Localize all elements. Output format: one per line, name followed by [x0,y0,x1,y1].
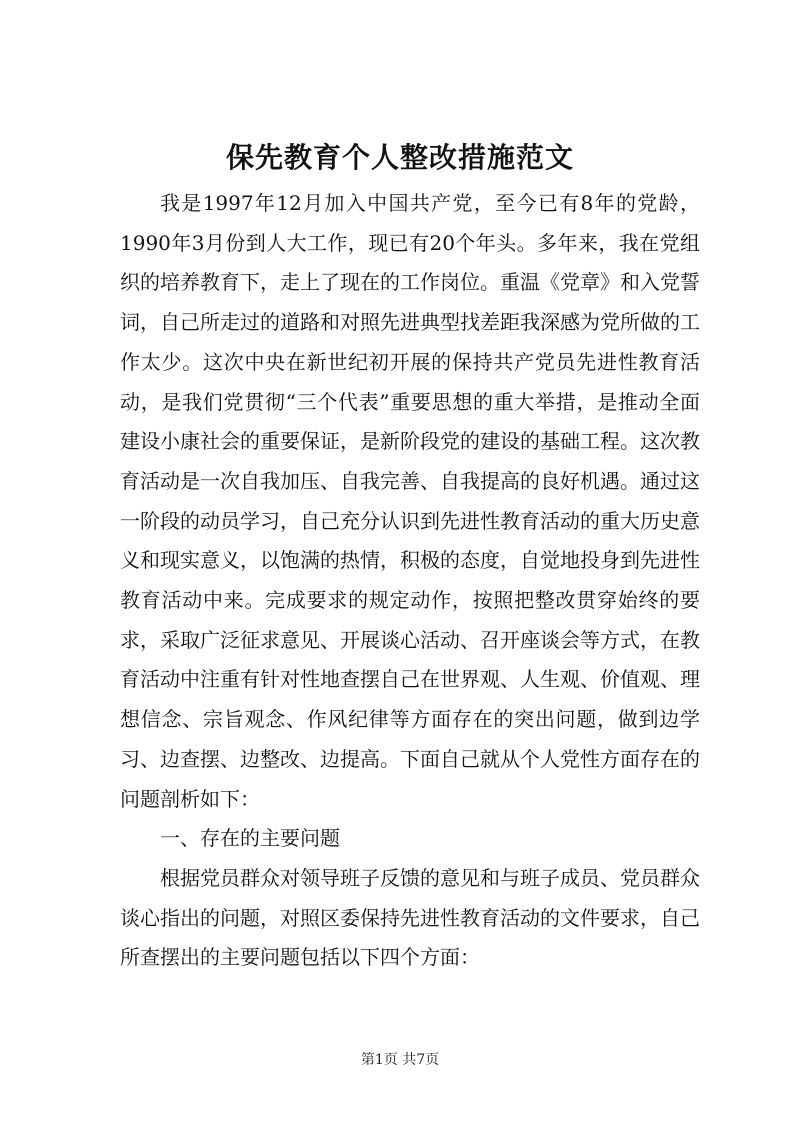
document-title: 保先教育个人整改措施范文 [225,141,574,174]
intro-paragraph: 我是1997年12月加入中国共产党，至今已有8年的党龄，1990年3月份到人大工作，现已有20个年头。多年来，我在党组织的培养教育下，走上了现在的工作岗位。重温《党章》和入党誓词，自己所走过的道路和对照先进典型找差距我深感为党所做的工作太少。这次中央在新世纪初开展的保持共产党员先进性教育活动，是我们党贯彻“三个代表”重要思想的重大举措，是推动全面建设小康社会的重要保证，是新阶段党的建设的基础工程。这次教育活动是一次自我加压、自我完善、自我提高的良好机遇。通过这一阶段的动员学习，自己充分认识到先进性教育活动的重大历史意义和现实意义，以饱满的热情，积极的态度，自觉地投身到先进性教育活动中来。完成要求的规定动作，按照把整改贯穿始终的要求，采取广泛征求意见、开展谈心活动、召开座谈会等方式，在教育活动中注重有针对性地查摆自己在世界观、人生观、价值观、理想信念、宗旨观念、作风纪律等方面存在的突出问题，做到边学习、边查摆、边整改、边提高。下面自己就从个人党性方面存在的问题剖析如下： [120,191,700,811]
problems-intro-paragraph: 根据党员群众对领导班子反馈的意见和与班子成员、党员群众谈心指出的问题，对照区委保持先进性教育活动的文件要求，自己所查摆出的主要问题包括以下四个方面： [120,865,700,970]
document-body [120,184,700,978]
section-heading-main-problems: 一、存在的主要问题 [160,826,340,851]
page-number-footer: 第1页 共7页 [360,1052,440,1068]
